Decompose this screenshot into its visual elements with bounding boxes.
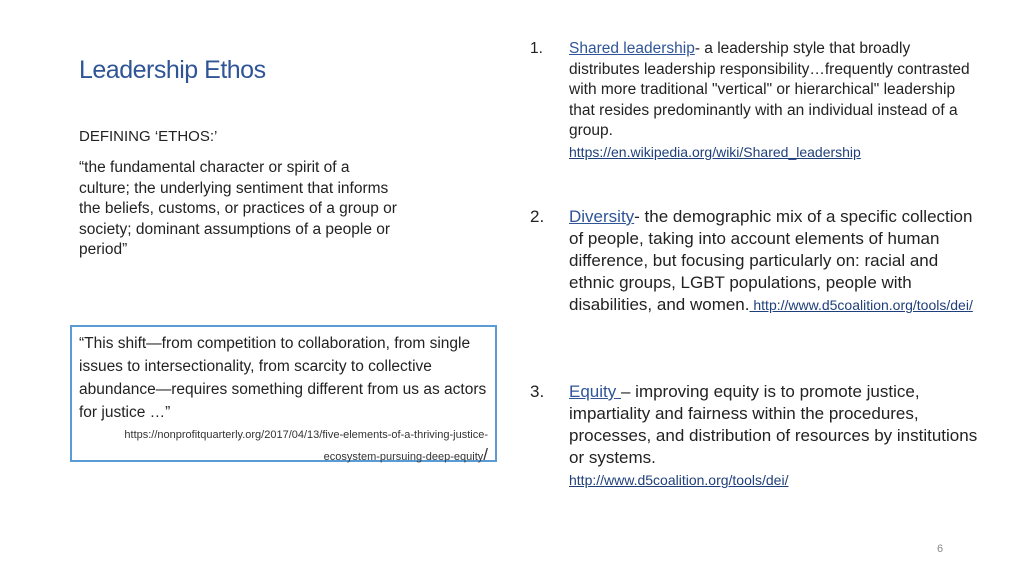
quote-box <box>70 325 497 462</box>
term-shared-leadership[interactable]: Shared leadership <box>569 40 695 57</box>
definition-item-shared-leadership <box>530 39 980 163</box>
item-number: 2. <box>530 207 545 226</box>
equity-link[interactable]: http://www.d5coalition.org/tools/dei/ <box>569 472 789 488</box>
item-description: - a leadership style that broadly distributes leadership responsibility…frequently contrasted with more traditional "vertical" or hierarchical" leadership that resides predominantly with an individual instead of a group. <box>569 40 970 139</box>
quote-source-slash: / <box>483 445 488 464</box>
quote-source-link-line1[interactable]: https://nonprofitquarterly.org/2017/04/13/five-elements-of-a-thriving-justice- <box>124 429 488 441</box>
quote-source-link-line2[interactable]: ecosystem-pursuing-deep-equity <box>323 451 484 463</box>
term-equity[interactable]: Equity <box>569 382 621 401</box>
item-description: – improving equity is to promote justice, impartiality and fairness within the procedures, processes, and distribution of resources by institutions or systems. <box>569 382 978 467</box>
item-description: - the demographic mix of a specific collection of people, taking into account elements of human difference, but focusing particularly on: racial and ethnic groups, LGBT populations, people with disabilities, and women. <box>569 207 973 314</box>
item-number: 3. <box>530 382 545 401</box>
item-number: 1. <box>530 40 543 57</box>
definition-item-diversity <box>530 206 980 316</box>
definition-text: “the fundamental character or spirit of a culture; the underlying sentiment that informs the beliefs, customs, or practices of a group or society; dominant assumptions of a people or period” <box>79 159 397 258</box>
page-number: 6 <box>937 543 944 555</box>
term-diversity[interactable]: Diversity <box>569 207 635 226</box>
slide-title: Leadership Ethos <box>79 56 266 84</box>
quote-source <box>79 426 488 467</box>
quote-text: “This shift—from competition to collaboration, from single issues to intersectionality, from scarcity to collective abundance—requires something different from us as actors for justice …” <box>79 335 487 421</box>
shared-leadership-link[interactable]: https://en.wikipedia.org/wiki/Shared_leadership <box>569 143 861 160</box>
definition-label: DEFINING ‘ETHOS:’ <box>79 128 218 145</box>
definition-item-equity <box>530 381 980 491</box>
diversity-link[interactable]: http://www.d5coalition.org/tools/dei/ <box>749 297 973 313</box>
